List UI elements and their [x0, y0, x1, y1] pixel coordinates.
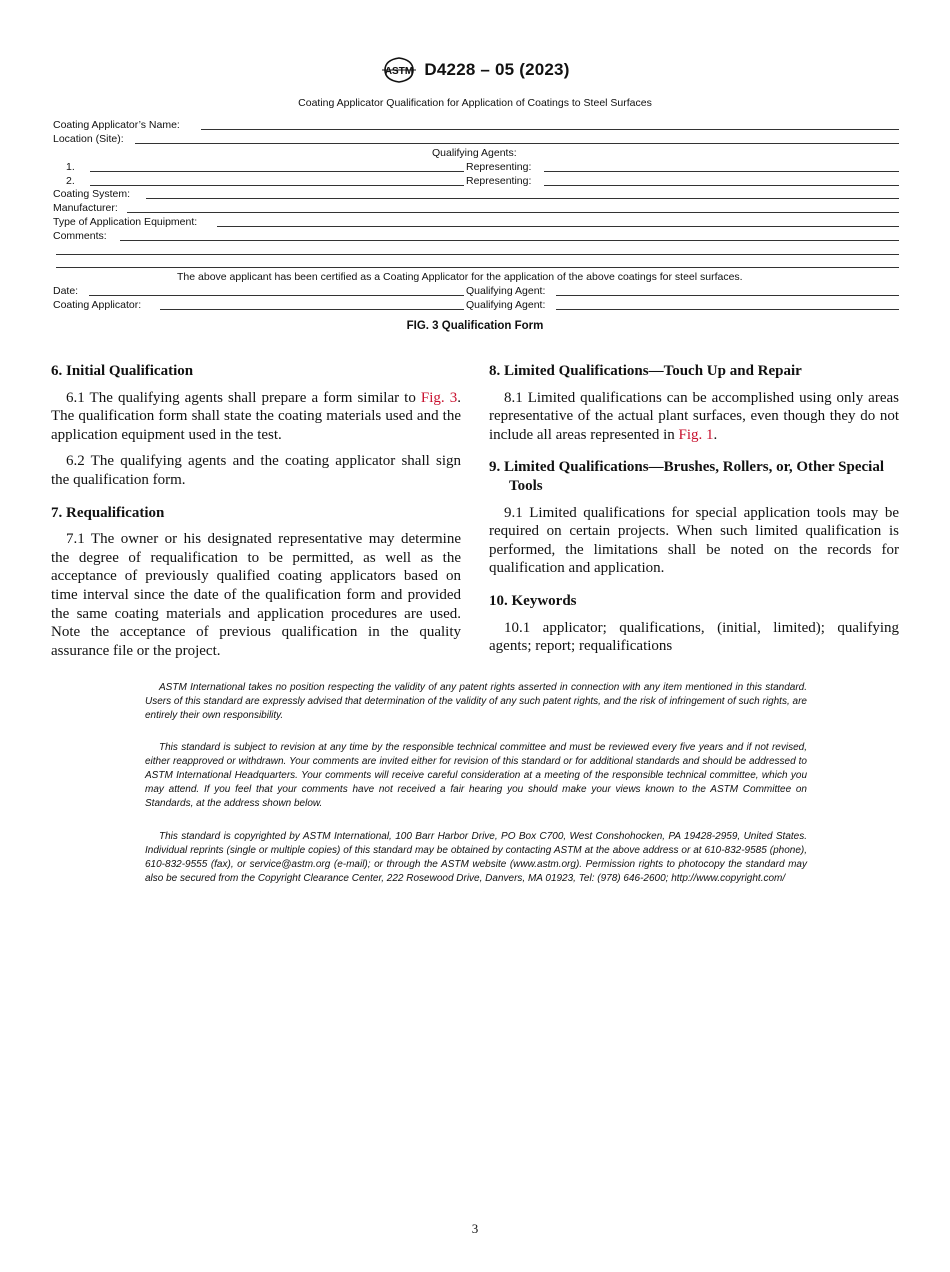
applicator-name-label: Coating Applicator’s Name:	[53, 119, 180, 131]
location-label: Location (Site):	[53, 133, 124, 145]
section-10-heading: 10. Keywords	[489, 592, 577, 609]
section-6-1-text-end: . The qualification form shall state the coating materials used and the application equipment used in the test.	[51, 389, 462, 443]
section-6-1-text: 6.1 The qualifying agents shall prepare a form similar to	[66, 389, 421, 406]
section-6-heading: 6. Initial Qualification	[51, 363, 194, 379]
section-9-heading: 9. Limited Qualifications—Brushes, Rollers, or, Other Special Tools	[489, 459, 885, 494]
comments-line-3	[56, 267, 899, 268]
section-8-heading: 8. Limited Qualifications—Touch Up and Repair	[489, 363, 802, 379]
agent-1-representing-label: Representing:	[466, 161, 532, 173]
section-8-1-paragraph	[489, 389, 899, 445]
qualifying-agent-label-1: Qualifying Agent:	[466, 285, 546, 297]
section-9-1-paragraph: 9.1 Limited qualifications for special application tools may be required on certain projects. When such limited qualification is performed, the limitations shall be noted on the records for qualification and application.	[489, 504, 899, 577]
coating-system-line	[146, 198, 899, 199]
equipment-line	[217, 226, 899, 227]
manufacturer-label: Manufacturer:	[53, 202, 118, 214]
agent-2-label: 2.	[66, 175, 75, 187]
manufacturer-line	[127, 212, 899, 213]
date-line	[89, 295, 464, 296]
section-6-2-paragraph: 6.2 The qualifying agents and the coating applicator shall sign the qualification form.	[51, 453, 461, 488]
section-10-1-paragraph: 10.1 applicator; qualifications, (initial, limited); qualifying agents; report; requalifications	[489, 619, 899, 655]
form-title: Coating Applicator Qualification for Application of Coatings to Steel Surfaces	[298, 97, 652, 109]
astm-logo-icon	[380, 55, 418, 85]
coating-applicator-label: Coating Applicator:	[53, 299, 142, 311]
coating-applicator-line	[160, 309, 464, 310]
applicator-name-line	[201, 129, 899, 130]
qualifying-agents-label: Qualifying Agents:	[432, 147, 517, 159]
agent-1-representing-line	[544, 171, 899, 172]
location-line	[135, 143, 899, 144]
agent-2-representing-line	[544, 185, 899, 186]
qualifying-agent-line-2	[556, 309, 899, 310]
patent-notice: ASTM International takes no position respecting the validity of any patent rights asserted in connection with any item mentioned in this standard. Users of this standard are expressly advised that determination of the validity of any such patent rights, and the risk of infringement of such rights, are entirely their own responsibility.	[145, 682, 807, 721]
agent-1-line	[90, 171, 464, 172]
comments-label: Comments:	[53, 230, 107, 242]
standard-designation: D4228 – 05 (2023)	[424, 60, 570, 79]
equipment-label: Type of Application Equipment:	[53, 216, 198, 228]
fig-3-link[interactable]: Fig. 3	[420, 389, 458, 406]
section-6-1-paragraph	[51, 389, 461, 445]
section-7-1-paragraph: 7.1 The owner or his designated representative may determine the degree of requalification to be permitted, as well as the acceptance of previously qualified coating applicators based on time interval since the date of the qualification form and provided the same coating materials and application procedures are used. Note the acceptance of previous qualification in the quality assurance file or the project.	[51, 531, 461, 659]
copyright-notice: This standard is copyrighted by ASTM International, 100 Barr Harbor Drive, PO Box C700, West Conshohocken, PA 19428-2959, United States. Individual reprints (single or multiple copies) of this standard may be obtained by contacting ASTM at the above address or at 610-832-9585 (phone), 610-832-9555 (fax), or service@astm.org (e-mail); or through the ASTM website (www.astm.org). Permission rights to photocopy the standard may also be secured from the Copyright Clearance Center, 222 Rosewood Drive, Danvers, MA 01923, Tel: (978) 646-2600; http://www.copyright.com/	[145, 831, 807, 884]
page-number: 3	[471, 1221, 479, 1236]
section-8-1-text-end: .	[713, 426, 718, 443]
comments-line-2	[56, 254, 899, 255]
logo-text: ASTM	[385, 66, 414, 77]
qualifying-agent-line-1	[556, 295, 899, 296]
date-label: Date:	[53, 285, 79, 297]
qualifying-agent-label-2: Qualifying Agent:	[466, 299, 546, 311]
agent-2-line	[90, 185, 464, 186]
section-7-heading: 7. Requalification	[51, 504, 165, 521]
coating-system-label: Coating System:	[53, 188, 131, 200]
right-column	[489, 362, 899, 664]
figure-caption: FIG. 3 Qualification Form	[406, 320, 544, 332]
certification-statement: The above applicant has been certified as a Coating Applicator for the application of the above coatings for steel surfaces.	[177, 271, 743, 283]
revision-notice: This standard is subject to revision at any time by the responsible technical committee and must be reviewed every five years and if not revised, either reapproved or withdrawn. Your comments are invited either for revision of this standard or for additional standards and should be addressed to ASTM International Headquarters. Your comments will receive careful consideration at a meeting of the responsible technical committee, which you may attend. If you feel that your comments have not received a fair hearing you should make your views known to the ASTM Committee on Standards, at the address shown below.	[145, 742, 807, 809]
fig-1-link[interactable]: Fig. 1	[678, 426, 714, 443]
agent-2-representing-label: Representing:	[466, 175, 532, 187]
agent-1-label: 1.	[66, 161, 75, 173]
page-header	[0, 55, 950, 85]
section-8-1-text: 8.1 Limited qualifications can be accomplished using only areas representative of the actual plant surfaces, even though they do not include all areas represented in	[489, 389, 899, 443]
comments-line-1	[120, 240, 899, 241]
left-column	[51, 362, 461, 668]
